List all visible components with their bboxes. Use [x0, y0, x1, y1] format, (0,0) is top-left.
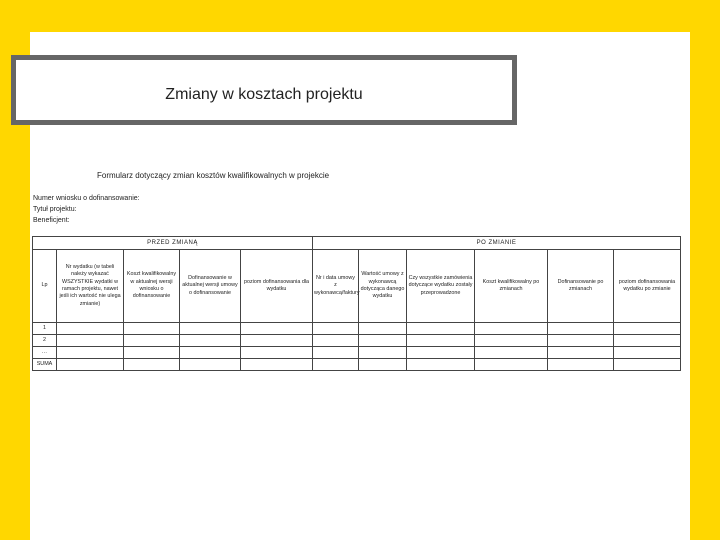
page-title: Zmiany w kosztach projektu	[165, 86, 363, 103]
table-cell[interactable]	[180, 323, 241, 335]
col-header-funding-after: Dofinansowanie po zmianach	[548, 250, 614, 323]
table-row	[33, 323, 681, 335]
table-cell[interactable]	[548, 323, 614, 335]
col-header-funding-level-after: poziom dofinansowania wydatku po zmianie	[614, 250, 681, 323]
table-cell[interactable]	[313, 335, 359, 347]
table-cell[interactable]	[614, 335, 681, 347]
section-before-header: PRZED ZMIANĄ	[33, 237, 313, 250]
table-cell[interactable]	[475, 359, 548, 371]
col-header-expense-number: Nr wydatku (w tabeli należy wykazać WSZYSTKIE wydatki w ramach projektu, nawet jeśli ich wartość nie ulega zmianie)	[57, 250, 124, 323]
table-cell[interactable]	[475, 347, 548, 359]
row-number: 2	[33, 335, 57, 347]
table-cell[interactable]	[180, 347, 241, 359]
col-header-procurement-done: Czy wszystkie zamówienia dotyczące wydatku zostały przeprowadzone	[407, 250, 475, 323]
col-header-eligible-cost: Koszt kwalifikowalny w aktualnej wersji wniosku o dofinansowanie	[124, 250, 180, 323]
col-header-funding-level: poziom dofinansowania dla wydatku	[241, 250, 313, 323]
col-header-contract-value: Wartość umowy z wykonawcą dotycząca danego wydatku	[359, 250, 407, 323]
col-header-contract-number: Nr i data umowy z wykonawcą/faktury	[313, 250, 359, 323]
table-cell[interactable]	[124, 347, 180, 359]
col-header-funding: Dofinansowanie w aktualnej wersji umowy o dofinansowanie	[180, 250, 241, 323]
table-cell[interactable]	[407, 323, 475, 335]
table-cell[interactable]	[614, 323, 681, 335]
section-after-header: PO ZMIANIE	[313, 237, 681, 250]
title-frame	[11, 55, 517, 125]
row-number: 1	[33, 323, 57, 335]
meta-project-title: Tytuł projektu:	[33, 206, 77, 213]
table-cell[interactable]	[124, 359, 180, 371]
table-cell[interactable]	[614, 347, 681, 359]
table-cell[interactable]	[57, 359, 124, 371]
table-cell[interactable]	[548, 347, 614, 359]
cost-change-table	[32, 236, 680, 367]
table-cell[interactable]	[313, 323, 359, 335]
table-cell[interactable]	[313, 359, 359, 371]
table-cell[interactable]	[241, 335, 313, 347]
table-cell[interactable]	[359, 347, 407, 359]
form-subtitle: Formularz dotyczący zmian kosztów kwalifikowalnych w projekcie	[97, 171, 330, 180]
row-number: …	[33, 347, 57, 359]
table-cell[interactable]	[475, 323, 548, 335]
table-cell[interactable]	[359, 335, 407, 347]
col-header-lp: Lp	[33, 250, 57, 323]
col-header-eligible-cost-after: Koszt kwalifikowalny po zmianach	[475, 250, 548, 323]
table-row	[33, 347, 681, 359]
table-cell[interactable]	[241, 347, 313, 359]
table-cell[interactable]	[124, 335, 180, 347]
meta-beneficiary: Beneficjent:	[33, 217, 70, 224]
sum-row	[33, 359, 681, 371]
table-cell[interactable]	[241, 323, 313, 335]
table-cell[interactable]	[407, 359, 475, 371]
table-cell[interactable]	[124, 323, 180, 335]
table-cell[interactable]	[548, 359, 614, 371]
table-cell[interactable]	[359, 359, 407, 371]
table-cell[interactable]	[180, 359, 241, 371]
table-cell[interactable]	[407, 347, 475, 359]
meta-application-number: Numer wniosku o dofinansowanie:	[33, 195, 140, 202]
table-row	[33, 335, 681, 347]
table-cell[interactable]	[614, 359, 681, 371]
table-cell[interactable]	[57, 335, 124, 347]
table-cell[interactable]	[313, 347, 359, 359]
table-cell[interactable]	[359, 323, 407, 335]
table-cell[interactable]	[241, 359, 313, 371]
table-cell[interactable]	[407, 335, 475, 347]
table-cell[interactable]	[475, 335, 548, 347]
table-cell[interactable]	[548, 335, 614, 347]
table-cell[interactable]	[57, 347, 124, 359]
table-cell[interactable]	[180, 335, 241, 347]
table-cell[interactable]	[57, 323, 124, 335]
sum-label: SUMA	[33, 359, 57, 371]
